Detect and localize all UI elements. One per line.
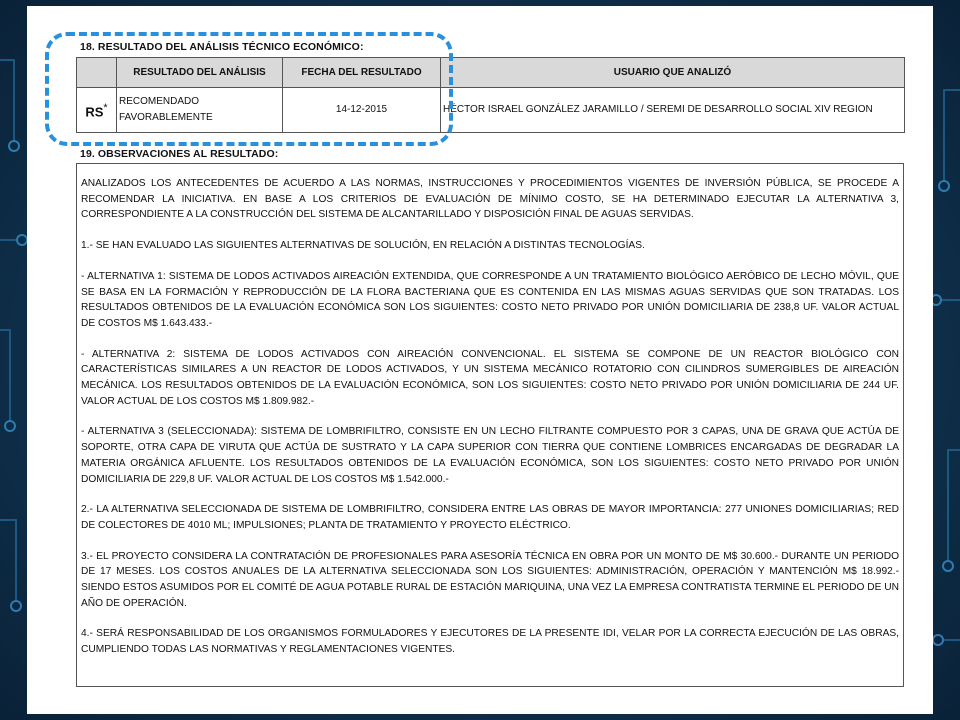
result-value: RECOMENDADO FAVORABLEMENTE bbox=[117, 88, 283, 133]
result-date: 14-12-2015 bbox=[283, 88, 441, 133]
observation-paragraph: - ALTERNATIVA 3 (SELECCIONADA): SISTEMA DE LOMBRIFILTRO, CONSISTE EN UN LECHO FILTRANTE COMPUESTO POR 3 CAPAS, UNA DE GRAVA QUE ACTÚA DE SOPORTE, OTRA CAPA DE VIRUTA QUE ACTÚA DE SUSTRATO Y LA CAPA SUPERIOR CON TIERRA QUE CONTIENE LOMBRICES ENCARGADAS DE DEGRADAR LA MATERIA ORGÁNICA AFLUENTE. LOS RESULTADOS OBTENIDOS DE LA EVALUACIÓN ECONÓMICA, SON LOS SIGUIENTES: COSTO NETO PRIVADO POR UNIÓN DOMICILIARIA DE 229,8 UF. VALOR ACTUAL DE LOS COSTOS M$ 1.542.000.- bbox=[81, 426, 899, 485]
section-18-title: 18. RESULTADO DEL ANÁLISIS TÉCNICO ECONÓMICO: bbox=[80, 41, 364, 53]
result-table bbox=[76, 57, 905, 133]
observations-box bbox=[76, 163, 904, 687]
header-blank bbox=[77, 58, 117, 88]
observation-paragraph: 3.- EL PROYECTO CONSIDERA LA CONTRATACIÓN DE PROFESIONALES PARA ASESORÍA TÉCNICA EN OBRA POR UN MONTO DE M$ 30.600.- DURANTE UN PERIODO DE 17 MESES. LOS COSTOS ANUALES DE LA ALTERNATIVA SELECCIONADA SON LOS SIGUIENTES: ADMINISTRACIÓN, OPERACIÓN Y MANTENCIÓN M$ 18.992.- SIENDO ESTOS ASUMIDOS POR EL COMITÉ DE AGUA POTABLE RURAL DE ESTACIÓN MARIQUINA, UNA VEZ LA EMPRESA CONTRATISTA TERMINE EL PERIODO DE UN AÑO DE OPERACIÓN. bbox=[81, 550, 899, 609]
observation-paragraph: ANALIZADOS LOS ANTECEDENTES DE ACUERDO A LAS NORMAS, INSTRUCCIONES Y PROCEDIMIENTOS VIGENTES DE INVERSIÓN PÚBLICA, SE PROCEDE A RECOMENDAR LA INICIATIVA. EN BASE A LOS CRITERIOS DE EVALUACIÓN DE MÍNIMO COSTO, SE HA DETERMINADO EJECUTAR LA ALTERNATIVA 3, CORRESPONDIENTE A LA CONSTRUCCIÓN DEL SISTEMA DE ALCANTARILLADO Y DISPOSICIÓN FINAL DE AGUAS SERVIDAS. bbox=[81, 178, 899, 221]
header-usuario: USUARIO QUE ANALIZÓ bbox=[441, 58, 905, 88]
section-19-title: 19. OBSERVACIONES AL RESULTADO: bbox=[80, 148, 279, 160]
observation-paragraph: - ALTERNATIVA 1: SISTEMA DE LODOS ACTIVADOS AIREACIÓN EXTENDIDA, QUE CORRESPONDE A UN TRATAMIENTO BIOLÓGICO AERÓBICO DE LECHO MÓVIL, QUE SE BASA EN LA FORMACIÓN Y REPRODUCCIÓN DE LA FLORA BACTERIANA QUE ES CONTENIDA EN LAS MISMAS AGUAS SERVIDAS QUE SON TRATADAS. LOS RESULTADOS OBTENIDOS DE LA EVALUACIÓN ECONÓMICA SON LOS SIGUIENTES: COSTO NETO PRIVADO POR UNIÓN DOMICILIARIA DE 238,8 UF. VALOR ACTUAL DE COSTOS M$ 1.643.433.- bbox=[81, 270, 899, 329]
header-fecha: FECHA DEL RESULTADO bbox=[283, 58, 441, 88]
result-user: HÉCTOR ISRAEL GONZÁLEZ JARAMILLO / SEREMI DE DESARROLLO SOCIAL XIV REGION bbox=[441, 88, 905, 133]
observation-paragraph: 2.- LA ALTERNATIVA SELECCIONADA DE SISTEMA DE LOMBRIFILTRO, CONSIDERA ENTRE LAS OBRAS DE MAYOR IMPORTANCIA: 277 UNIONES DOMICILIARIAS; RED DE COLECTORES DE 4010 ML; IMPULSIONES; PLANTA DE TRATAMIENTO Y PROYECTO ELÉCTRICO. bbox=[81, 504, 899, 531]
observation-paragraph: 1.- SE HAN EVALUADO LAS SIGUIENTES ALTERNATIVAS DE SOLUCIÓN, EN RELACIÓN A DISTINTAS TECNOLOGÍAS. bbox=[81, 240, 645, 252]
observation-paragraph: - ALTERNATIVA 2: SISTEMA DE LODOS ACTIVADOS CON AIREACIÓN CONVENCIONAL. EL SISTEMA SE COMPONE DE UN REACTOR BIOLÓGICO CON CARACTERÍSTICAS SIMILARES A UN REACTOR DE LODOS ACTIVADOS, Y UN SISTEMA MECÁNICO ROTATORIO CON CILINDROS SUMERGIBLES DE AIREACIÓN MECÁNICA. LOS RESULTADOS OBTENIDOS DE LA EVALUACIÓN ECONÓMICA, SON LOS SIGUIENTES: COSTO NETO PRIVADO POR UNIÓN DOMICILIARIA DE 244 UF. VALOR ACTUAL DE LOS COSTOS M$ 1.809.982.- bbox=[81, 348, 899, 407]
document-page bbox=[27, 6, 933, 714]
table-row bbox=[77, 88, 905, 133]
result-code bbox=[77, 88, 117, 133]
result-table-header bbox=[77, 58, 905, 88]
result-code-text: RS bbox=[85, 104, 104, 120]
result-code-mark: * bbox=[103, 101, 108, 114]
observation-paragraph: 4.- SERÁ RESPONSABILIDAD DE LOS ORGANISMOS FORMULADORES Y EJECUTORES DE LA PRESENTE IDI, VELAR POR LA CORRECTA EJECUCIÓN DE LAS OBRAS, CUMPLIENDO TODAS LAS NORMATIVAS Y REGLAMENTACIONES VIGENTES. bbox=[81, 628, 899, 656]
header-resultado: RESULTADO DEL ANÁLISIS bbox=[117, 58, 283, 88]
